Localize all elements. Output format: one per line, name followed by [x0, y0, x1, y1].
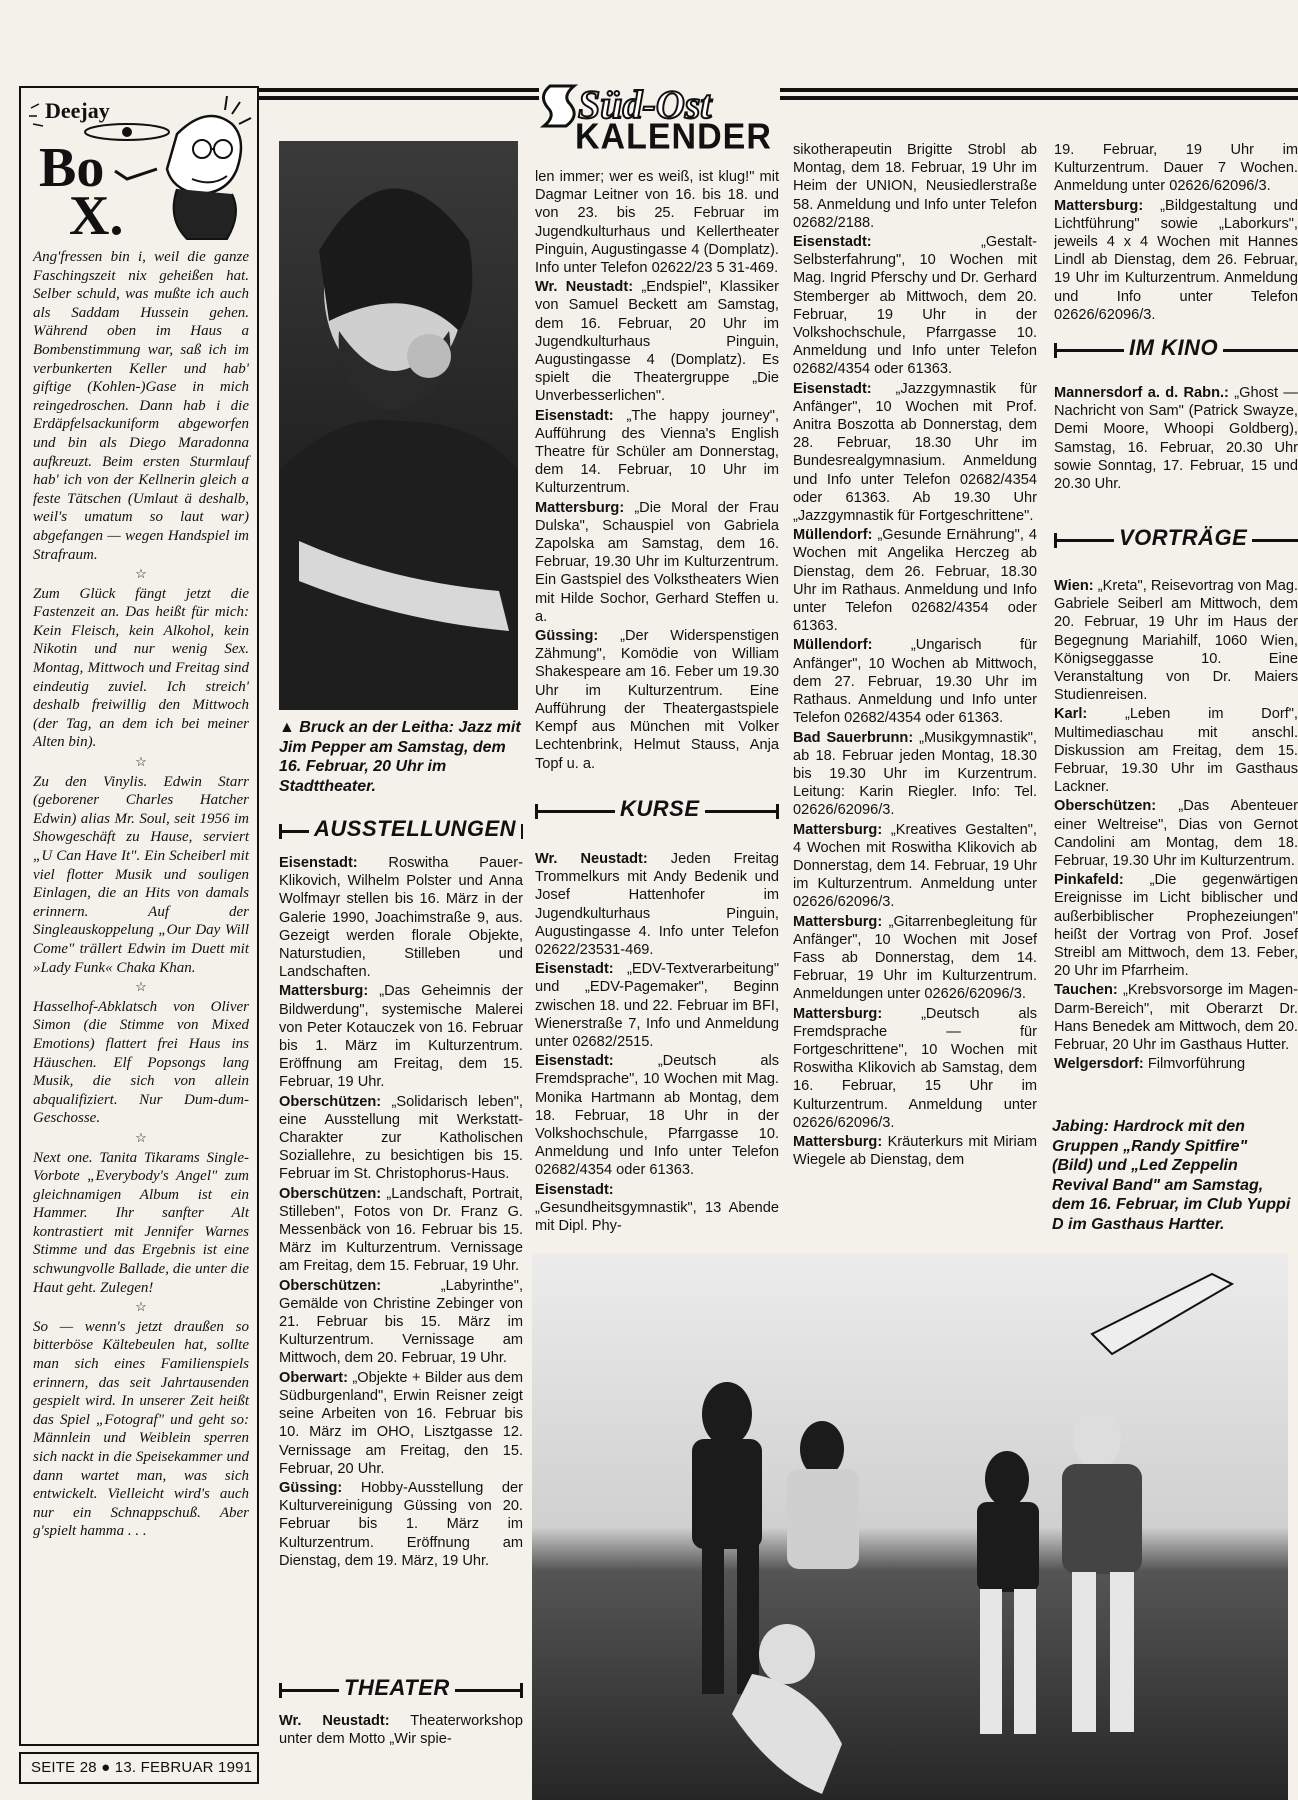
deejay-paragraph: So — wenn's jetzt draußen so bitterböse Kältebeulen hat, sollte man sich eines Familienspiels erinnern, das seit Jahrtausenden gespielt wird. In unserer Zeit heißt das Spiel „Fotograf" und geht so: Männlein und Weiblein sperren sich nackt in die Speisekammer und dann wartet man, was sich entwickelt. Vielleicht wird's auch nur ein Schnappschuß. Aber g'spielt hamma . . . [33, 1318, 249, 1540]
calendar-entry [535, 278, 779, 405]
calendar-entry [279, 1185, 523, 1276]
band-photo [532, 1254, 1288, 1800]
entry-text: „Labyrinthe", Gemälde von Christine Zebinger von 21. Februar bis 15. März im Kulturzentrum. Vernissage am Mittwoch, dem 20. Februar, 19 Uhr. [279, 1277, 523, 1367]
calendar-entry [279, 1277, 523, 1368]
entry-city: Oberschützen: [1054, 798, 1157, 815]
entry-text: „Gesundheitsgymnastik", 13 Abende mit Dipl. Phy- [535, 1199, 779, 1235]
entry-text: „Solidarisch leben", eine Ausstellung mit Werkstatt-Charakter zur Katholischen Soziallehre, zu besichtigen bis 15. Februar im St. Christophorus-Haus. [279, 1093, 523, 1183]
entry-text: „Die gegenwärtigen Ereignisse im Licht biblischer und außerbiblischer Prophezeiungen" heißt der Vortrag von Prof. Josef Streibl am Mittwoch, dem 13. Feber, 20 Uhr im Pfarrheim. [1054, 872, 1298, 980]
entry-continued: sikotherapeutin Brigitte Strobl ab Montag, dem 18. Februar, 19 Uhr im Heim der UNION, Neusiedlerstraße 58. Anmeldung und Info unter Telefon 02682/2188. [793, 142, 1037, 231]
entry-text: „Objekte + Bilder aus dem Südburgenland", Erwin Reisner zeigt seine Arbeiten von 16. Februar bis 10. März im OHO, Lisztgasse 12. Vernissage am Freitag, den 15. Februar, 20 Uhr. [279, 1369, 523, 1477]
entry-city: Oberwart: [279, 1369, 348, 1386]
entry-text: „EDV-Textverarbeitung" und „EDV-Pagemaker", Beginn zwischen 18. und 22. Februar im BFI, Wienerstraße 7, Info und Anmeldung unter 02682/2515. [535, 961, 779, 1051]
entry-city: Mannersdorf a. d. Rabn.: [1054, 385, 1229, 401]
entry-text: „Landschaft, Portrait, Stilleben", Fotos von Dr. Franz G. Messenbäck von 16. Februar bis 15. März im Kulturzentrum. Vernissage am Freitag, dem 15. Februar, 19 Uhr. [279, 1185, 523, 1275]
header-rule [259, 88, 539, 92]
calendar-entry [535, 407, 779, 498]
entry-text: Roswitha Pauer-Klikovich, Wilhelm Polster und Anna Wolfmayr stellen bis 16. März in der Galerie 1990, Joachimstraße 9, aus. Gezeigt werden florale Objekte, Naturstudien, Stilleben und Landschaften. [279, 855, 523, 981]
entry-text: „Das Geheimnis der Bildwerdung", systemische Malerei von Peter Kotauczek von 16. Februar bis 1. März im Kulturzentrum. Eröffnung am Freitag, dem 15. Februar, 19 Uhr. [279, 983, 523, 1091]
deejay-paragraph: Next one. Tanita Tikarams Single-Vorbote „Everybody's Angel" zum gleichnamigen Album ist ein Hammer. Ihr sanfter Alt kontrastiert mit Jennifer Warnes Stimme und das Ergebnis ist eine schwungvolle Ballade, die unter die Haut geht. Zulegen! [33, 1149, 249, 1296]
entry-city: Karl: [1054, 706, 1088, 723]
calendar-entry [279, 1479, 523, 1570]
section-title: AUSSTELLUNGEN [309, 816, 521, 842]
entry-text: „Gesunde Ernährung", 4 Wochen mit Angelika Herczeg ab Dienstag, dem 26. Februar, 18.30 Uhr im Rathaus. Anmeldung und Info unter Telefon 02682/4354 oder 61363. [793, 527, 1037, 635]
entry-city: Oberschützen: [279, 1185, 382, 1202]
entry-city: Mattersburg: [793, 821, 883, 838]
calendar-entry [793, 526, 1037, 635]
ausstellungen-list [279, 854, 523, 1614]
jazz-photo-caption: ▲ Bruck an der Leitha: Jazz mit Jim Pepper am Samstag, dem 16. Februar, 20 Uhr im Stadttheater. [279, 719, 521, 795]
entry-city: Welgersdorf: [1054, 1056, 1144, 1073]
section-header-vortraege [1054, 524, 1298, 556]
entry-text: Filmvorführung [1147, 1056, 1246, 1073]
calendar-entry [793, 913, 1037, 1004]
entry-text: „Kreatives Gestalten", 4 Wochen mit Roswitha Klikovich ab Donnerstag, dem 14. Februar, 19 Uhr im Kulturzentrum. Anmeldung unter 02626/62096/3. [793, 821, 1037, 911]
calendar-entry [279, 982, 523, 1091]
calendar-entry [793, 636, 1037, 727]
calendar-entry [793, 1133, 1037, 1169]
deejay-box-text [33, 248, 249, 1542]
calendar-entry [1054, 705, 1298, 796]
entry-city: Pinkafeld: [1054, 872, 1124, 889]
calendar-entry [793, 729, 1037, 820]
entry-city: Eisenstadt: [535, 1181, 614, 1198]
entry-text: „Bildgestaltung und Lichtführung" sowie „Laborkurs", jeweils 4 x 4 Wochen mit Hannes Lindl ab Dienstag, dem 26. Februar, 19 Uhr im Kulturzentrum. Anmeldung und Info unter Telefon 02626/62096/3. [1054, 197, 1298, 323]
entry-city: Mattersburg: [1054, 197, 1144, 214]
entry-text: „Der Widerspenstigen Zähmung", Komödie von William Shakespeare am 16. Feber um 19.30 Uhr im Kulturzentrum. Eine Aufführung der Theatergastspiele Kempf aus München mit Volker Lechtenbrink, Helmut Stauss, Anja Topf u. a. [535, 628, 779, 772]
entry-text: „Gitarrenbegleitung für Anfänger", 10 Wochen mit Josef Fass ab Donnerstag, dem 14. Februar, 19 Uhr im Kulturzentrum. Anmeldungen unter 02626/62096/3. [793, 913, 1037, 1003]
header-rule [780, 88, 1298, 92]
section-header-im-kino [1054, 334, 1298, 366]
deejay-box-logo [27, 94, 253, 244]
kurse-list-continued [793, 141, 1037, 1241]
section-title: THEATER [339, 1675, 455, 1701]
star-separator-icon: ☆ [135, 754, 147, 770]
calendar-entry [1054, 871, 1298, 980]
entry-city: Müllendorf: [793, 637, 873, 654]
calendar-entry [535, 850, 779, 959]
entry-text: „Ghost — Nachricht von Sam" (Patrick Swayze, Demi Moore, Whoopi Goldberg), Samstag, 16. Februar, 20.30 Uhr sowie Sonntag, 17. Februar, 15 und 20.30 Uhr. [1054, 385, 1298, 493]
section-header-kurse [535, 795, 779, 827]
section-title: VORTRÄGE [1114, 525, 1252, 551]
entry-city: Mattersburg: [793, 913, 883, 930]
entry-text: „Kreta", Reisevortrag von Mag. Gabriele Seiberl am Mittwoch, dem 20. Februar, 19 Uhr im Haus der Begegnung Mariahilf, 1060 Wien, Königseggasse 10. Eine Veranstaltung von Dr. Maiers Studienreisen. [1054, 578, 1298, 704]
jazz-musician-photo [279, 141, 518, 710]
header-rule [780, 96, 1298, 100]
calendar-entry [279, 854, 523, 981]
calendar-entry [535, 627, 779, 773]
deejay-box-column [19, 86, 259, 1746]
calendar-entry [1054, 1055, 1298, 1073]
calendar-entry [279, 1093, 523, 1184]
theater-list [535, 168, 779, 788]
calendar-entry [535, 1052, 779, 1179]
entry-city: Wr. Neustadt: [279, 1713, 390, 1729]
entry-text: „Gestalt-Selbsterfahrung", 10 Wochen mit Mag. Ingrid Pferschy und Dr. Gerhard Stemberger ab Mittwoch, dem 20. Februar, 19 Uhr in der Volkshochschule, Pfarrgasse 10. Anmeldung und Info unter Telefon 02682/4354 oder 61363. [793, 234, 1037, 378]
theater-entry [279, 1712, 523, 1782]
entry-text: Jeden Freitag Trommelkurs mit Andy Bedenik und Josef Hattenhofer im Jugendkulturhaus Pinguin, Augustingasse 4. Info unter Telefon 02622/23531-469. [535, 851, 779, 959]
kino-entry [1054, 384, 1298, 514]
star-separator-icon: ☆ [135, 979, 147, 995]
band-photo-caption: Jabing: Hardrock mit den Gruppen „Randy Spitfire" (Bild) und „Led Zeppelin Revival Band" am Samstag, dem 16. Februar, im Club Yuppi D im Gasthaus Hartter. [1052, 1118, 1291, 1233]
header-rule [259, 96, 539, 100]
calendar-entry [1054, 577, 1298, 704]
entry-text: „Deutsch als Fremdsprache", 10 Wochen mit Mag. Monika Hartmann ab Montag, dem 18. Februar, 18 Uhr in der Volkshochschule, Pfarrgasse 10. Anmeldung und Info unter Telefon 02682/4354 oder 61363. [535, 1053, 779, 1179]
entry-text: Theaterworkshop unter dem Motto „Wir spie- [279, 1713, 523, 1748]
entry-continued: 19. Februar, 19 Uhr im Kulturzentrum. Dauer 7 Wochen. Anmeldung unter 02626/62096/3. [1054, 142, 1298, 195]
star-separator-icon: ☆ [135, 1299, 147, 1315]
entry-city: Eisenstadt: [279, 855, 358, 871]
calendar-entry [793, 821, 1037, 912]
kurse-list-end [1054, 141, 1298, 326]
entry-city: Müllendorf: [793, 527, 873, 544]
entry-text: „Jazzgymnastik für Anfänger", 10 Wochen mit Prof. Anitra Boszotta ab Donnerstag, dem 28. Februar, 18.30 Uhr im Bundesrealgymnasium. Anmeldung und Info unter Telefon 02682/4354 oder 61363. Ab 19.30 Uhr „Jazzgymnastik für Fortgeschrittene". [793, 380, 1037, 525]
calendar-entry [793, 233, 1037, 379]
calendar-entry [535, 1181, 779, 1236]
section-title: KURSE [615, 796, 705, 822]
kurse-list [535, 850, 779, 1250]
entry-city: Eisenstadt: [535, 961, 614, 978]
deejay-paragraph: Zu den Vinylis. Edwin Starr (geborener Charles Hatcher Edwin) alias Mr. Soul, seit 1956 im Showgeschäft zu Hause, serviert „U Can Have It". Ein Scheiberl mit viel flotter Musik und souligen Einlagen, die an Hits von damals erinnern. Auf der Singleauskoppelung „Our Day Will Come" trällert Edwin im Duett mit »Lady Funk« Chaka Khan. [33, 773, 249, 976]
calendar-entry [793, 1005, 1037, 1132]
entry-text: „Leben im Dorf", Multimediaschau mit anschl. Diskussion am Freitag, dem 15. Februar, 19.30 Uhr im Gasthaus Lackner. [1054, 706, 1298, 796]
entry-text: „Deutsch als Fremdsprache — für Fortgeschrittene", 10 Wochen mit Roswitha Klikovich ab Samstag, dem 16. Februar, 15 Uhr im Kulturzentrum. Anmeldung unter 02626/62096/3. [793, 1005, 1037, 1131]
section-header-ausstellungen [279, 815, 523, 847]
calendar-entry [535, 499, 779, 626]
entry-city: Tauchen: [1054, 982, 1118, 999]
entry-city: Bad Sauerbrunn: [793, 729, 914, 746]
entry-text: „Die Moral der Frau Dulska", Schauspiel von Gabriela Zapolska am Samstag, dem 16. Februar, 19.30 Uhr im Kulturzentrum. Ein Gastspiel des Volkstheaters Wien mit Hilde Sochor, Gerhard Steffen u. a. [535, 499, 779, 625]
section-header-theater [279, 1674, 523, 1706]
star-separator-icon: ☆ [135, 566, 147, 582]
entry-city: Eisenstadt: [535, 407, 614, 424]
entry-city: Eisenstadt: [535, 1053, 614, 1070]
page-footer: SEITE 28 ● 13. FEBRUAR 1991 [19, 1752, 259, 1784]
star-separator-icon: ☆ [135, 1129, 147, 1145]
kalender-title: KALENDER [575, 117, 772, 157]
calendar-entry [1054, 797, 1298, 870]
vortraege-list [1054, 577, 1298, 1102]
entry-city: Güssing: [279, 1479, 343, 1496]
entry-text: „Ungarisch für Anfänger", 10 Wochen ab Mittwoch, dem 27. Februar, 19.30 Uhr im Rathaus. Anmeldung und Info unter Telefon 02682/4354 oder 61363. [793, 637, 1037, 727]
entry-city: Wien: [1054, 578, 1094, 594]
entry-text: „Musikgymnastik", ab 18. Februar jeden Montag, 18.30 bis 19.30 Uhr im Kurzentrum. Leitung: Karin Riegler. Info: Tel. 02626/62096/3. [793, 729, 1037, 819]
entry-text: Hobby-Ausstellung der Kulturvereinigung Güssing von 20. Februar bis 1. März im Kulturzentrum. Eröffnung am Dienstag, dem 19. März, 19 Uhr. [279, 1479, 523, 1569]
deejay-logo-x: X. [69, 185, 124, 244]
entry-text: „Endspiel", Klassiker von Samuel Beckett am Samstag, dem 16. Februar, 20 Uhr im Jugendkulturhaus Pinguin, Augustingasse 4 (Domplatz). Es spielt die Theatergruppe „Die Unverbesserlichen". [535, 279, 779, 405]
entry-city: Wr. Neustadt: [535, 851, 648, 867]
entry-text: „Das Abenteuer einer Weltreise", Dias von Gernot Candolini am Montag, dem 18. Februar, 19.30 Uhr im Kulturzentrum. [1054, 798, 1298, 870]
deejay-logo-bo: Bo [39, 137, 105, 199]
entry-city: Wr. Neustadt: [535, 279, 634, 296]
entry-text: „Krebsvorsorge im Magen-Darm-Bereich", mit Oberarzt Dr. Hans Benedek am Mittwoch, dem 20. Februar, 20 Uhr im Gasthaus Hutter. [1054, 982, 1298, 1054]
entry-text: Kräuterkurs mit Miriam Wiegele ab Dienstag, dem [793, 1133, 1037, 1169]
entry-city: Eisenstadt: [793, 234, 872, 251]
section-title: IM KINO [1124, 335, 1223, 361]
entry-city: Mattersburg: [535, 499, 625, 516]
entry-city: Mattersburg: [279, 983, 369, 1000]
entry-city: Oberschützen: [279, 1093, 382, 1110]
deejay-paragraph: Hasselhof-Abklatsch von Oliver Simon (die Stimme von Mixed Emotions) flattert frei Haus ins Häuschen. Elf Popsongs lang Musik, die sich von allein abqualifiziert. Nur Dum-dum-Geschosse. [33, 998, 249, 1127]
deejay-paragraph: Ang'fressen bin i, weil die ganze Faschingszeit nix geheißen hat. Selber schuld, was mußte ich auch als Saddam Hussein gehen. Während oben im Haus a Bombenstimmung war, saß ich im verbunkerten Keller und hab' giftige (Kohlen-)Gase in mich reingedroschen. Dann hab i die Erdäpfelsackuniform abgeworfen und bin als Diego Maradonna aufkreuzt. Beim ersten Sturmlauf hab' ich von der Kellnerin gleich a feste Tätschen (Umlaut ä deshalb, weil's umatum so laut war) abgefangen — wegen Handspiel im Strafraum. [33, 249, 249, 563]
entry-city: Mattersburg: [793, 1133, 883, 1150]
entry-city: Mattersburg: [793, 1005, 883, 1022]
calendar-entry [535, 960, 779, 1051]
calendar-entry [1054, 981, 1298, 1054]
deejay-paragraph: Zum Glück fängt jetzt die Fastenzeit an. Das heißt für mich: Kein Fleisch, kein Alkohol, kein Nikotin und nur wenig Sex. Montag, Mittwoch und Freitag sind eindeutig zuviel. Ich streich' deshalb freiwillig den Mittwoch (der Tag, an dem ich bei meiner Alten bin). [33, 585, 249, 751]
entry-text: „The happy journey", Aufführung des Vienna's English Theatre für Schüler am Donnerstag, dem 14. Februar, 10 Uhr im Kulturzentrum. [535, 407, 779, 497]
entry-city: Eisenstadt: [793, 380, 872, 397]
entry-city: Oberschützen: [279, 1277, 382, 1294]
entry-city: Güssing: [535, 628, 599, 645]
calendar-entry [793, 380, 1037, 526]
calendar-entry [279, 1369, 523, 1478]
sued-ost-word: Süd-Ost [578, 82, 712, 127]
entry-continued: len immer; wer es weiß, ist klug!" mit Dagmar Leitner von 16. bis 18. und von 23. bis 25. Februar im Jugendkulturhaus und Kellertheater Pinguin, Augustingasse 4 (Domplatz). Info unter Telefon 02622/23 5 31-469. [535, 169, 779, 277]
deejay-logo-word: Deejay [45, 98, 110, 123]
